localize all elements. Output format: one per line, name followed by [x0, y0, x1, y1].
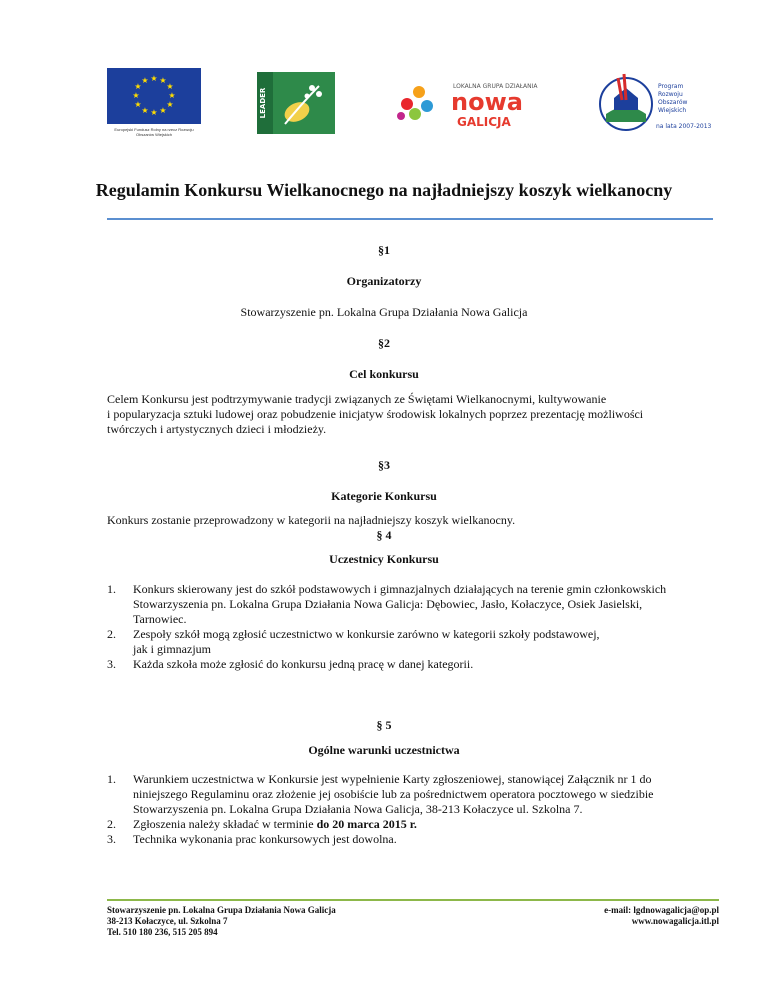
list-line: niniejszego Regulaminu oraz złożenie jej osobiście lub za pośrednictwem operatora pocztowego w siedzibie	[133, 787, 654, 801]
list-item	[107, 657, 719, 672]
svg-text:★: ★	[150, 74, 158, 83]
list-number: 2.	[107, 817, 116, 831]
section-4-heading: Uczestnicy Konkursu	[329, 552, 439, 566]
prow-line-4: Wiejskich	[658, 107, 687, 114]
logos-header	[0, 68, 768, 148]
section-2-heading: Cel konkursu	[349, 367, 419, 381]
prow-years: na lata 2007-2013	[656, 123, 712, 130]
list-line: Tarnowiec.	[133, 612, 187, 626]
svg-text:★: ★	[166, 82, 174, 91]
eu-caption: Europejski Fundusz Rolny na rzecz Rozwoju Obszarów Wiejskich	[114, 127, 194, 137]
list-item	[107, 772, 719, 817]
list-line: Konkurs skierowany jest do szkół podstawowych i gimnazjalnych działających na terenie gmin członkowskich	[133, 582, 667, 596]
section-1-mark: §1	[378, 243, 390, 257]
list-line: Zespoły szkół mogą zgłosić uczestnictwo w konkursie zarówno w kategorii szkoły podstawowej,	[133, 627, 600, 641]
lgd-nowa-text: nowa	[451, 88, 523, 116]
list-item	[107, 832, 719, 847]
list-line: Każda szkoła może zgłosić do konkursu jedną pracę w danej kategorii.	[133, 657, 474, 671]
footer-phone: Tel. 510 180 236, 515 205 894	[107, 927, 218, 937]
footer-website[interactable]: www.nowagalicja.itl.pl	[631, 916, 719, 926]
svg-text:★: ★	[134, 100, 142, 109]
footer-email[interactable]: e-mail: lgdnowagalicja@op.pl	[604, 905, 719, 915]
footer-address	[107, 905, 336, 938]
page-title: Regulamin Konkursu Wielkanocnego na najładniejszy koszyk wielkanocny	[95, 180, 673, 200]
prow-line-1: Program	[658, 83, 684, 90]
deadline-prefix: Zgłoszenia należy składać w terminie	[133, 817, 317, 831]
section-4-list	[107, 582, 719, 672]
list-line: Warunkiem uczestnictwa w Konkursie jest wypełnienie Karty zgłoszeniowej, stanowiącej Załącznik nr 1 do	[133, 772, 652, 786]
prow-line-2: Rozwoju	[658, 91, 683, 98]
list-line	[133, 817, 719, 832]
svg-text:★: ★	[141, 76, 149, 85]
list-number: 3.	[107, 832, 116, 846]
list-line: Stowarzyszenia pn. Lokalna Grupa Działania Nowa Galicja: Dębowiec, Jasło, Kołaczyce, Osiek Jasielski,	[133, 597, 643, 611]
list-item	[107, 582, 719, 627]
lgd-small-text: LOKALNA GRUPA DZIAŁANIA	[453, 83, 538, 90]
svg-text:★: ★	[168, 91, 176, 100]
list-item	[107, 817, 719, 832]
title-divider	[107, 218, 713, 220]
section-2-mark: §2	[378, 336, 390, 350]
section-2-text	[107, 392, 719, 437]
leader-text: LEADER	[259, 87, 267, 119]
footer-street: 38-213 Kołaczyce, ul. Szkolna 7	[107, 916, 228, 926]
section-3-heading: Kategorie Konkursu	[331, 489, 437, 503]
svg-text:★: ★	[134, 82, 142, 91]
list-line: Stowarzyszenia pn. Lokalna Grupa Działania Nowa Galicja, 38-213 Kołaczyce ul. Szkolna 7.	[133, 802, 583, 816]
lgd-galicja-text: GALICJA	[457, 115, 511, 129]
svg-text:★: ★	[141, 106, 149, 115]
leader-logo	[257, 72, 335, 134]
prow-line-3: Obszarów	[658, 99, 688, 106]
svg-text:★: ★	[150, 108, 158, 117]
section-5-list	[107, 772, 719, 847]
lgd-nowa-galicja-logo	[393, 78, 543, 138]
prow-logo	[596, 70, 718, 136]
list-line: Technika wykonania prac konkursowych jest dowolna.	[133, 832, 397, 846]
list-line: jak i gimnazjum	[133, 642, 211, 656]
section-3-text: Konkurs zostanie przeprowadzony w kategorii na najładniejszy koszyk wielkanocny.	[107, 513, 516, 527]
section-3-mark: §3	[378, 458, 390, 472]
list-number: 2.	[107, 627, 116, 641]
list-number: 1.	[107, 582, 116, 596]
svg-text:★: ★	[132, 91, 140, 100]
footer-org-name: Stowarzyszenie pn. Lokalna Grupa Działania Nowa Galicja	[107, 905, 336, 915]
section-1-heading: Organizatorzy	[346, 274, 422, 288]
section-1-text: Stowarzyszenie pn. Lokalna Grupa Działania Nowa Galicja	[240, 305, 528, 319]
list-number: 3.	[107, 657, 116, 671]
list-item	[107, 627, 719, 657]
footer-divider	[107, 899, 719, 901]
section-2-line-1: Celem Konkursu jest podtrzymywanie tradycji związanych ze Świętami Wielkanocnymi, kultywowanie	[107, 392, 607, 406]
eu-flag-logo	[107, 68, 201, 124]
footer-contact	[604, 905, 719, 927]
svg-text:★: ★	[159, 76, 167, 85]
svg-text:★: ★	[166, 100, 174, 109]
section-2-line-3: twórczych i artystycznych dzieci i młodzieży.	[107, 422, 327, 436]
section-4-mark: § 4	[376, 528, 392, 542]
svg-text:★: ★	[159, 106, 167, 115]
section-5-mark: § 5	[376, 718, 392, 732]
deadline-date: do 20 marca 2015 r.	[316, 817, 417, 831]
section-5-heading: Ogólne warunki uczestnictwa	[308, 743, 460, 757]
list-number: 1.	[107, 772, 116, 786]
section-2-line-2: i popularyzacja sztuki ludowej oraz pobudzenie inicjatyw środowisk lokalnych poprzez prezentację możliwości	[107, 407, 644, 421]
